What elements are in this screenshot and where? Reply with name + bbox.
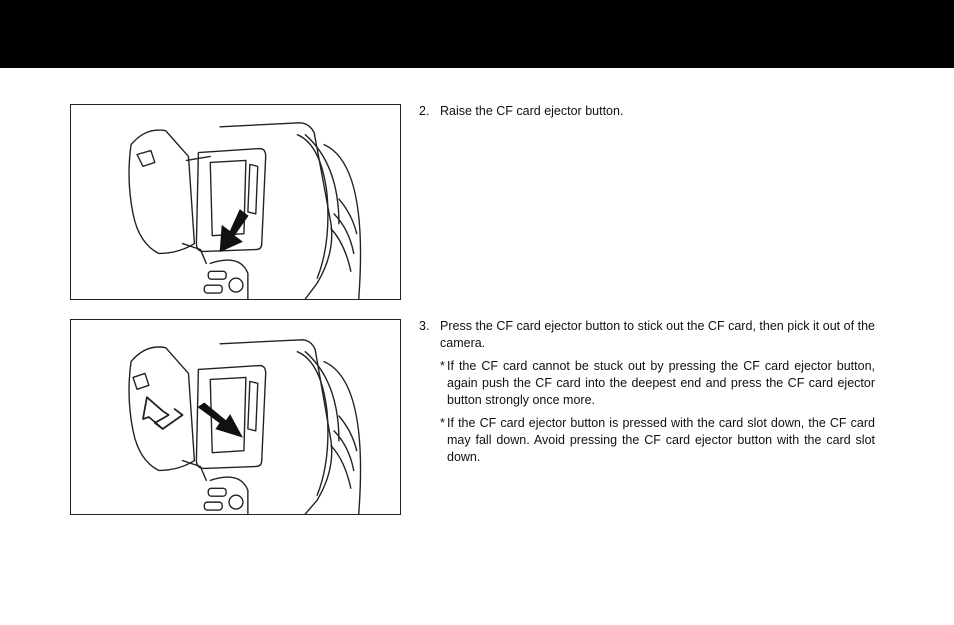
note-text: If the CF card ejector button is pressed with the card slot down, the CF card may fall down. Avoid pressing the CF card ejector button with the card slot down. [447,416,875,464]
header-bar [0,0,954,68]
step-number: 3. [419,319,430,333]
asterisk-mark: * [440,416,445,430]
eject-arrow [143,397,169,429]
camera-card-slot-icon [71,105,400,299]
step-2-illustration [70,104,401,300]
instruction-step-3 [419,318,875,466]
camera-card-slot-icon [71,320,400,514]
instruction-step-2 [419,103,875,120]
card-door [129,130,194,253]
step-text: Raise the CF card ejector button. [440,104,624,118]
camera-body [220,123,332,299]
step-3-illustration [70,319,401,515]
asterisk-mark: * [440,359,445,373]
step-row [419,318,875,352]
step-number: 2. [419,104,430,118]
step-row [419,103,875,120]
press-arrow [198,403,242,437]
note-text: If the CF card cannot be stuck out by pressing the CF card ejector button, again push the CF card into the deepest end and press the CF card ejector button strongly once more. [447,359,875,407]
note-item [440,415,875,466]
note-item [440,358,875,409]
step-text: Press the CF card ejector button to stick out the CF card, then pick it out of the camera. [440,319,875,350]
card-door [129,347,194,470]
